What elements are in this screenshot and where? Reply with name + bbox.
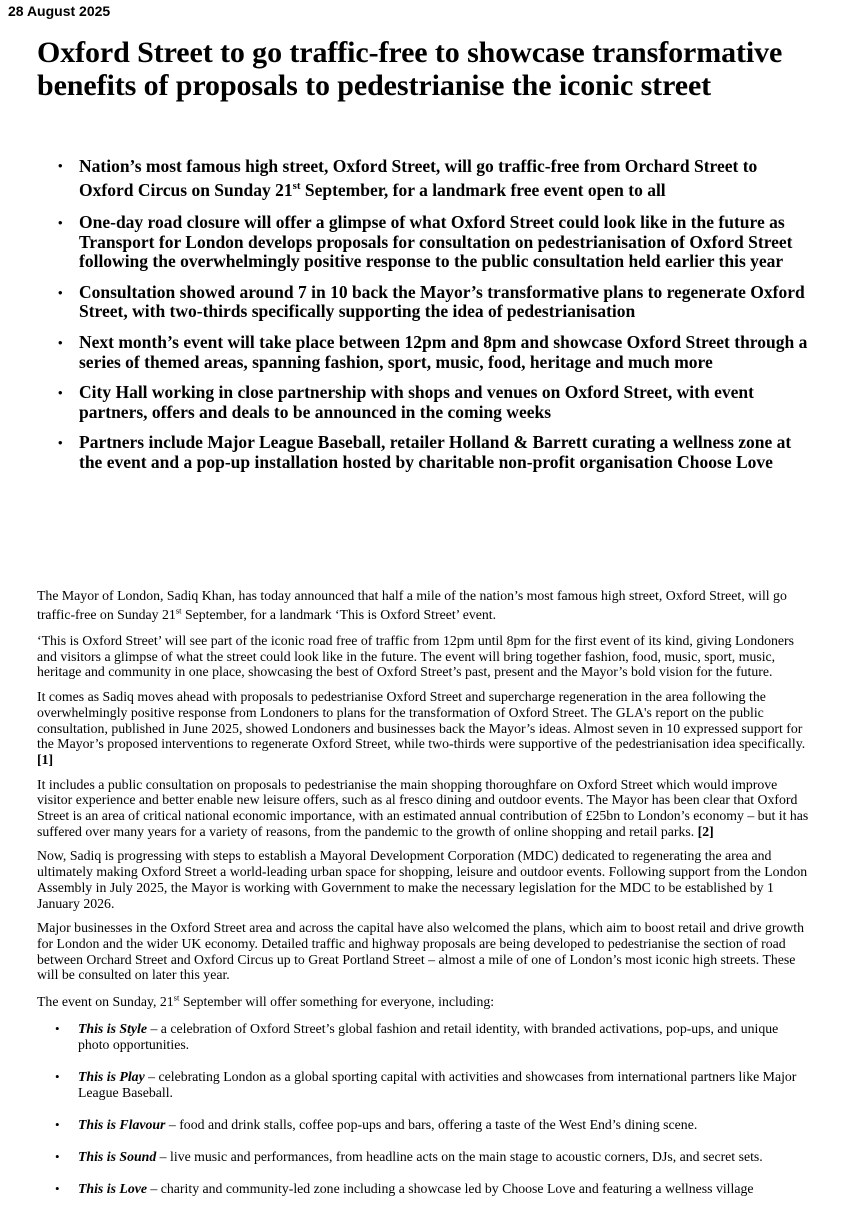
key-point: • Consultation showed around 7 in 10 back the Mayor’s transformative plans to regenerate Oxford Street, with two-thirds specifically supporting the idea of pedestrianisation [58, 283, 808, 322]
footnote-ref-2[interactable]: [2] [697, 823, 714, 839]
event-zones-list [37, 1021, 812, 1197]
key-point: • One-day road closure will offer a glimpse of what Oxford Street could look like in the future as Transport for London develops proposals for consultation on pedestrianisation of Oxford Street following the overwhelmingly positive response to the public consultation held earlier this year [58, 213, 808, 272]
key-point: • City Hall working in close partnership with shops and venues on Oxford Street, with event partners, offers and deals to be announced in the coming weeks [58, 383, 808, 422]
paragraph: It includes a public consultation on proposals to pedestrianise the main shopping thoroughfare on Oxford Street which would improve visitor experience and better enable new leisure offers, such as al fresco dining and outdoor events. The Mayor has been clear that Oxford Street is an area of critical national economic importance, with an estimated annual contribution of £25bn to London’s economy – but it has suffered over many years for a variety of reasons, from the pandemic to the growth of online shopping and retail parks. [2] [37, 776, 809, 839]
event-zone-name: This is Flavour [78, 1117, 166, 1133]
event-zone-item: • This is Play – celebrating London as a global sporting capital with activities and showcases from international partners like Major League Baseball. [78, 1069, 812, 1101]
paragraph: ‘This is Oxford Street’ will see part of the iconic road free of traffic from 12pm until 8pm for the first event of its kind, giving Londoners and visitors a glimpse of what the street could look like in the future. The event will bring together fashion, food, music, sport, music, heritage and community in one place, showcasing the best of Oxford Street’s past, present and the Mayor’s bold vision for the future. [37, 633, 794, 680]
key-point: • Partners include Major League Baseball, retailer Holland & Barrett curating a wellness zone at the event and a pop-up installation hosted by charitable non-profit organisation Choose Love [58, 433, 808, 472]
article-body [37, 586, 812, 1213]
key-point: • Next month’s event will take place between 12pm and 8pm and showcase Oxford Street through a series of themed areas, spanning fashion, sport, music, food, heritage and much more [58, 333, 808, 372]
press-release-date: 28 August 2025 [8, 3, 111, 19]
event-zone-name: This is Sound [78, 1149, 157, 1165]
event-zone-item: • This is Flavour – food and drink stalls, coffee pop-ups and bars, offering a taste of the West End’s dining scene. [78, 1117, 812, 1133]
footnote-ref-1[interactable]: [1] [37, 751, 54, 767]
page-title: Oxford Street to go traffic-free to showcase transformative benefits of proposals to pedestrianise the iconic street [37, 36, 783, 102]
event-zone-name: This is Love [78, 1181, 147, 1197]
event-zone-name: This is Play [78, 1069, 145, 1085]
paragraph: The Mayor of London, Sadiq Khan, has today announced that half a mile of the nation’s most famous high street, Oxford Street, will go traffic-free on Sunday 21st September, for a landmark ‘This is Oxford Street’ event. [37, 588, 787, 622]
key-points-list [58, 154, 808, 484]
events-intro: The event on Sunday, 21st September will offer something for everyone, including: [37, 992, 495, 1010]
paragraph: Now, Sadiq is progressing with steps to establish a Mayoral Development Corporation (MDC) dedicated to regenerating the area and ultimately making Oxford Street a world-leading urban space for shopping, leisure and outdoor events. Following support from the London Assembly in July 2025, the Mayor is working with Government to make the necessary legislation for the MDC to be established by 1 January 2026. [37, 848, 808, 911]
key-point: • Nation’s most famous high street, Oxford Street, will go traffic-free from Orchard Street to Oxford Circus on Sunday 21st September, for a landmark free event open to all [58, 154, 808, 202]
event-zone-item: • This is Sound – live music and performances, from headline acts on the main stage to acoustic corners, DJs, and secret sets. [78, 1149, 812, 1165]
paragraph: It comes as Sadiq moves ahead with proposals to pedestrianise Oxford Street and supercharge regeneration in the area following the overwhelmingly positive response from Londoners to plans for the transformation of Oxford Street. The GLA's report on the public consultation, published in June 2025, showed Londoners and businesses back the Mayor’s ideas. Almost seven in 10 expressed support for the Mayor’s proposed interventions to regenerate Oxford Street, while two-thirds were supportive of the pedestrianisation idea specifically. [1] [37, 689, 806, 767]
event-zone-item: • This is Love – charity and community-led zone including a showcase led by Choose Love and featuring a wellness village [78, 1181, 812, 1197]
paragraph: Major businesses in the Oxford Street area and across the capital have also welcomed the plans, which aim to boost retail and drive growth for London and the wider UK economy. Detailed traffic and highway proposals are being developed to pedestrianise the section of road between Orchard Street and Oxford Circus up to Great Portland Street – almost a mile of one of London’s most iconic high streets. These will be consulted on later this year. [37, 920, 805, 983]
event-zone-item: • This is Style – a celebration of Oxford Street’s global fashion and retail identity, with branded activations, pop-ups, and unique photo opportunities. [78, 1021, 812, 1053]
event-zone-name: This is Style [78, 1021, 147, 1037]
